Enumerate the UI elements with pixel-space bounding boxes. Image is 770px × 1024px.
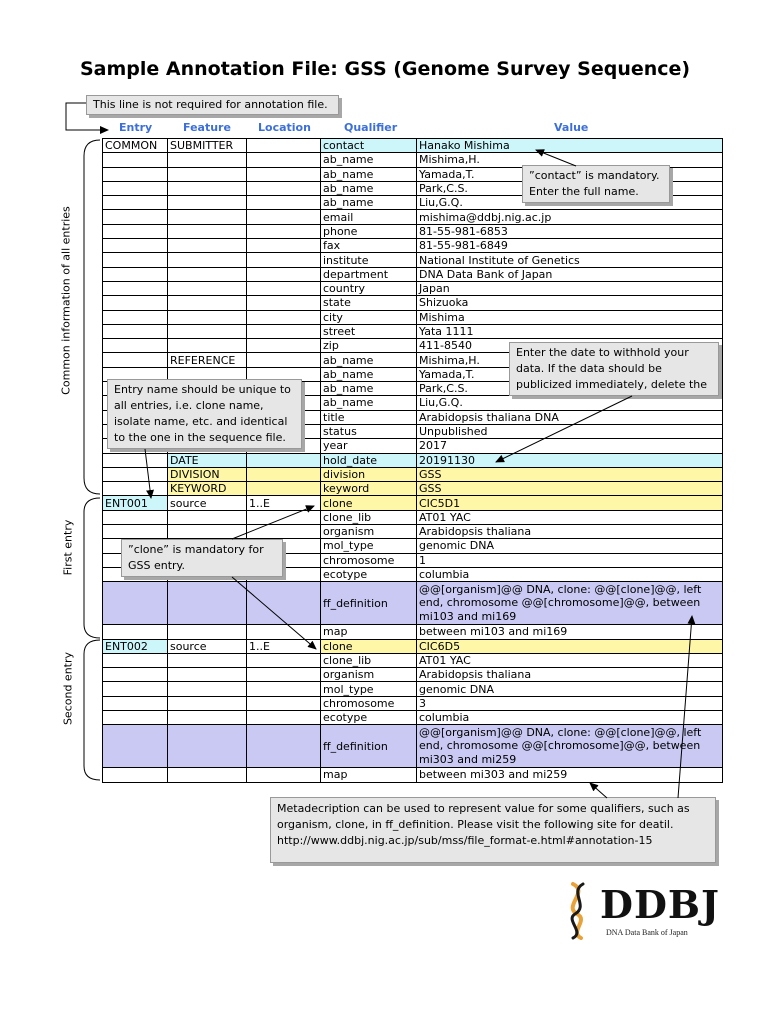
location-cell [247,296,321,310]
value-cell: Yata 1111 [417,324,723,338]
column-header-feature: Feature [183,121,231,134]
value-cell: Arabidopsis thaliana [417,668,723,682]
feature-cell [168,668,247,682]
meta-note-line: organism, clone, in ff_definition. Please visit the following site for deatil. [277,818,674,831]
feature-cell [168,196,247,210]
table-row [103,710,723,724]
meta-note-line: Metadecription can be used to represent value for some qualifiers, such as [277,802,690,815]
qualifier-cell: ecotype [321,567,417,581]
feature-cell: DIVISION [168,467,247,481]
entry-cell [103,339,168,353]
contact-note-line: ”contact” is mandatory. [529,169,660,182]
entry-cell [103,310,168,324]
meta-note-line: http://www.ddbj.nig.ac.jp/sub/mss/file_format-e.html#annotation-15 [277,834,653,847]
date-note-line: publicized immediately, delete the [516,378,708,391]
feature-cell [168,768,247,782]
qualifier-cell: hold_date [321,453,417,467]
value-cell: Liu,G.Q. [417,396,723,410]
value-cell: 20191130 [417,453,723,467]
value-cell: Park,C.S. [417,181,723,195]
value-cell: between mi303 and mi259 [417,768,723,782]
entry-cell [103,625,168,639]
feature-cell [168,525,247,539]
table-row [103,324,723,338]
location-cell [247,310,321,324]
value-cell: 81-55-981-6849 [417,239,723,253]
feature-cell [168,181,247,195]
qualifier-cell: organism [321,668,417,682]
table-row [103,639,723,653]
feature-cell [168,224,247,238]
dna-helix-icon [559,880,601,940]
section-braces [84,140,100,780]
table-row [103,625,723,639]
value-cell: Arabidopsis thaliana [417,525,723,539]
feature-cell [168,696,247,710]
entry-cell [103,482,168,496]
entry-note-line: to the one in the sequence file. [114,431,286,444]
feature-cell [168,253,247,267]
entry-cell [103,453,168,467]
entry-cell [103,653,168,667]
table-row [103,296,723,310]
location-cell [247,453,321,467]
location-cell [247,653,321,667]
column-header-location: Location [258,121,311,134]
qualifier-cell: contact [321,139,417,153]
location-cell [247,253,321,267]
entry-cell [103,353,168,367]
qualifier-cell: ab_name [321,181,417,195]
feature-cell [168,710,247,724]
value-cell: genomic DNA [417,539,723,553]
page-title: Sample Annotation File: GSS (Genome Survey Sequence) [80,58,691,80]
value-cell: genomic DNA [417,682,723,696]
qualifier-cell: ab_name [321,367,417,381]
header-note-text: This line is not required for annotation file. [93,98,328,111]
qualifier-cell: email [321,210,417,224]
qualifier-cell: department [321,267,417,281]
location-cell [247,167,321,181]
feature-cell: REFERENCE [168,353,247,367]
qualifier-cell: mol_type [321,539,417,553]
qualifier-cell: chromosome [321,696,417,710]
value-cell: Japan [417,281,723,295]
table-row [103,696,723,710]
value-cell: 1 [417,553,723,567]
location-cell [247,339,321,353]
location-cell [247,525,321,539]
qualifier-cell: organism [321,525,417,539]
value-cell: AT01 YAC [417,510,723,524]
entry-cell [103,296,168,310]
qualifier-cell: zip [321,339,417,353]
entry-cell [103,210,168,224]
qualifier-cell: mol_type [321,682,417,696]
qualifier-cell: ab_name [321,382,417,396]
qualifier-cell: chromosome [321,553,417,567]
feature-cell [168,324,247,338]
table-row [103,482,723,496]
qualifier-cell: ff_definition [321,725,417,768]
entry-cell [103,239,168,253]
location-cell [247,239,321,253]
value-cell: 81-55-981-6853 [417,224,723,238]
column-header-entry: Entry [119,121,153,134]
location-cell [247,153,321,167]
feature-cell [168,653,247,667]
value-cell: GSS [417,467,723,481]
qualifier-cell: map [321,768,417,782]
value-cell: Liu,G.Q. [417,196,723,210]
contact-note [522,165,670,203]
metadescription-note [270,797,716,863]
table-row [103,453,723,467]
feature-cell: DATE [168,453,247,467]
contact-note-line: Enter the full name. [529,185,639,198]
entry-cell [103,324,168,338]
value-cell: Yamada,T. [417,367,723,381]
header-note [86,95,339,115]
entry-cell [103,253,168,267]
feature-cell [168,682,247,696]
entry-cell [103,768,168,782]
table-row [103,582,723,625]
location-cell [247,510,321,524]
value-cell: 2017 [417,439,723,453]
column-header-qualifier: Qualifier [344,121,398,134]
feature-cell: source [168,639,247,653]
table-row [103,281,723,295]
qualifier-cell: map [321,625,417,639]
qualifier-cell: ecotype [321,710,417,724]
qualifier-cell: street [321,324,417,338]
qualifier-cell: ab_name [321,153,417,167]
entry-cell [103,668,168,682]
table-row [103,768,723,782]
entry-note-line: isolate name, etc. and identical [114,415,288,428]
feature-cell [168,510,247,524]
value-cell: mishima@ddbj.nig.ac.jp [417,210,723,224]
qualifier-cell: ab_name [321,353,417,367]
annotation-table [102,138,723,783]
feature-cell [168,210,247,224]
value-cell: Yamada,T. [417,167,723,181]
qualifier-cell: city [321,310,417,324]
table-row [103,267,723,281]
table-row [103,224,723,238]
location-cell [247,696,321,710]
side-label-first-entry: First entry [61,519,75,576]
qualifier-cell: keyword [321,482,417,496]
feature-cell [168,725,247,768]
qualifier-cell: clone_lib [321,510,417,524]
location-cell: 1..E [247,639,321,653]
entry-cell: COMMON [103,139,168,153]
table-row [103,310,723,324]
location-cell [247,582,321,625]
table-row [103,253,723,267]
side-label-second-entry: Second entry [61,651,75,726]
column-header-value: Value [554,121,589,134]
feature-cell: SUBMITTER [168,139,247,153]
value-cell: Park,C.S. [417,382,723,396]
value-cell: Unpublished [417,424,723,438]
location-cell [247,181,321,195]
location-cell [247,281,321,295]
entry-cell: ENT001 [103,496,168,510]
qualifier-cell: year [321,439,417,453]
feature-cell [168,267,247,281]
table-row [103,239,723,253]
entry-cell [103,224,168,238]
qualifier-cell: state [321,296,417,310]
entry-cell [103,196,168,210]
table-row [103,467,723,481]
location-cell [247,196,321,210]
qualifier-cell: clone [321,639,417,653]
value-cell: DNA Data Bank of Japan [417,267,723,281]
value-cell: columbia [417,567,723,581]
qualifier-cell: institute [321,253,417,267]
feature-cell: KEYWORD [168,482,247,496]
feature-cell [168,296,247,310]
table-row [103,653,723,667]
entry-cell [103,582,168,625]
value-cell: 411-8540 [417,339,723,353]
entry-cell [103,181,168,195]
entry-cell [103,281,168,295]
entry-note-line: Entry name should be unique to [114,383,291,396]
value-cell: Hanako Mishima [417,139,723,153]
entry-cell [103,696,168,710]
feature-cell [168,281,247,295]
value-cell: 3 [417,696,723,710]
entry-cell [103,510,168,524]
clone-note-line: GSS entry. [128,559,185,572]
qualifier-cell: ab_name [321,167,417,181]
table-row [103,210,723,224]
value-cell: GSS [417,482,723,496]
table-row [103,510,723,524]
value-cell: Shizuoka [417,296,723,310]
date-note-line: data. If the data should be [516,362,662,375]
entry-cell [103,710,168,724]
location-cell [247,725,321,768]
qualifier-cell: fax [321,239,417,253]
value-cell: National Institute of Genetics [417,253,723,267]
location-cell [247,324,321,338]
location-cell [247,625,321,639]
value-cell: Mishima,H. [417,353,723,367]
value-cell: CIC6D5 [417,639,723,653]
entry-cell [103,153,168,167]
table-row [103,668,723,682]
location-cell [247,768,321,782]
value-cell: columbia [417,710,723,724]
value-cell: CIC5D1 [417,496,723,510]
qualifier-cell: ab_name [321,196,417,210]
location-cell [247,710,321,724]
value-cell: @@[organism]@@ DNA, clone: @@[clone]@@, left end, chromosome @@[chromosome]@@, between mi103 and mi169 [417,582,723,625]
entry-cell: ENT002 [103,639,168,653]
entry-cell [103,525,168,539]
qualifier-cell: title [321,410,417,424]
value-cell: Arabidopsis thaliana DNA [417,410,723,424]
feature-cell: source [168,496,247,510]
clone-note-line: ”clone” is mandatory for [128,543,264,556]
table-row [103,525,723,539]
value-cell: between mi103 and mi169 [417,625,723,639]
qualifier-cell: country [321,281,417,295]
table-row [103,682,723,696]
date-note-line: Enter the date to withhold your [516,346,689,359]
entry-cell [103,167,168,181]
feature-cell [168,167,247,181]
qualifier-cell: clone_lib [321,653,417,667]
feature-cell [168,239,247,253]
location-cell [247,139,321,153]
qualifier-cell: ab_name [321,396,417,410]
value-cell: @@[organism]@@ DNA, clone: @@[clone]@@, left end, chromosome @@[chromosome]@@, between mi303 and mi259 [417,725,723,768]
location-cell [247,467,321,481]
ddbj-logo-subtitle: DNA Data Bank of Japan [606,928,688,937]
entry-note-line: all entries, i.e. clone name, [114,399,264,412]
location-cell [247,682,321,696]
qualifier-cell: clone [321,496,417,510]
ddbj-logo: DDBJ [600,882,721,927]
table-row [103,725,723,768]
feature-cell [168,582,247,625]
entry-cell [103,725,168,768]
qualifier-cell: division [321,467,417,481]
qualifier-cell: ff_definition [321,582,417,625]
location-cell [247,267,321,281]
qualifier-cell: status [321,424,417,438]
entry-name-note [107,379,302,449]
feature-cell [168,625,247,639]
feature-cell [168,153,247,167]
table-row [103,496,723,510]
side-label-common: Common information of all entries [59,206,73,395]
qualifier-cell: phone [321,224,417,238]
entry-cell [103,467,168,481]
entry-cell [103,267,168,281]
table-row [103,139,723,153]
value-cell: AT01 YAC [417,653,723,667]
clone-note [121,539,283,577]
location-cell [247,224,321,238]
feature-cell [168,339,247,353]
location-cell [247,482,321,496]
location-cell [247,210,321,224]
location-cell: 1..E [247,496,321,510]
value-cell: Mishima [417,310,723,324]
date-note [509,342,719,396]
entry-cell [103,682,168,696]
location-cell [247,668,321,682]
feature-cell [168,310,247,324]
location-cell [247,353,321,367]
value-cell: Mishima,H. [417,153,723,167]
